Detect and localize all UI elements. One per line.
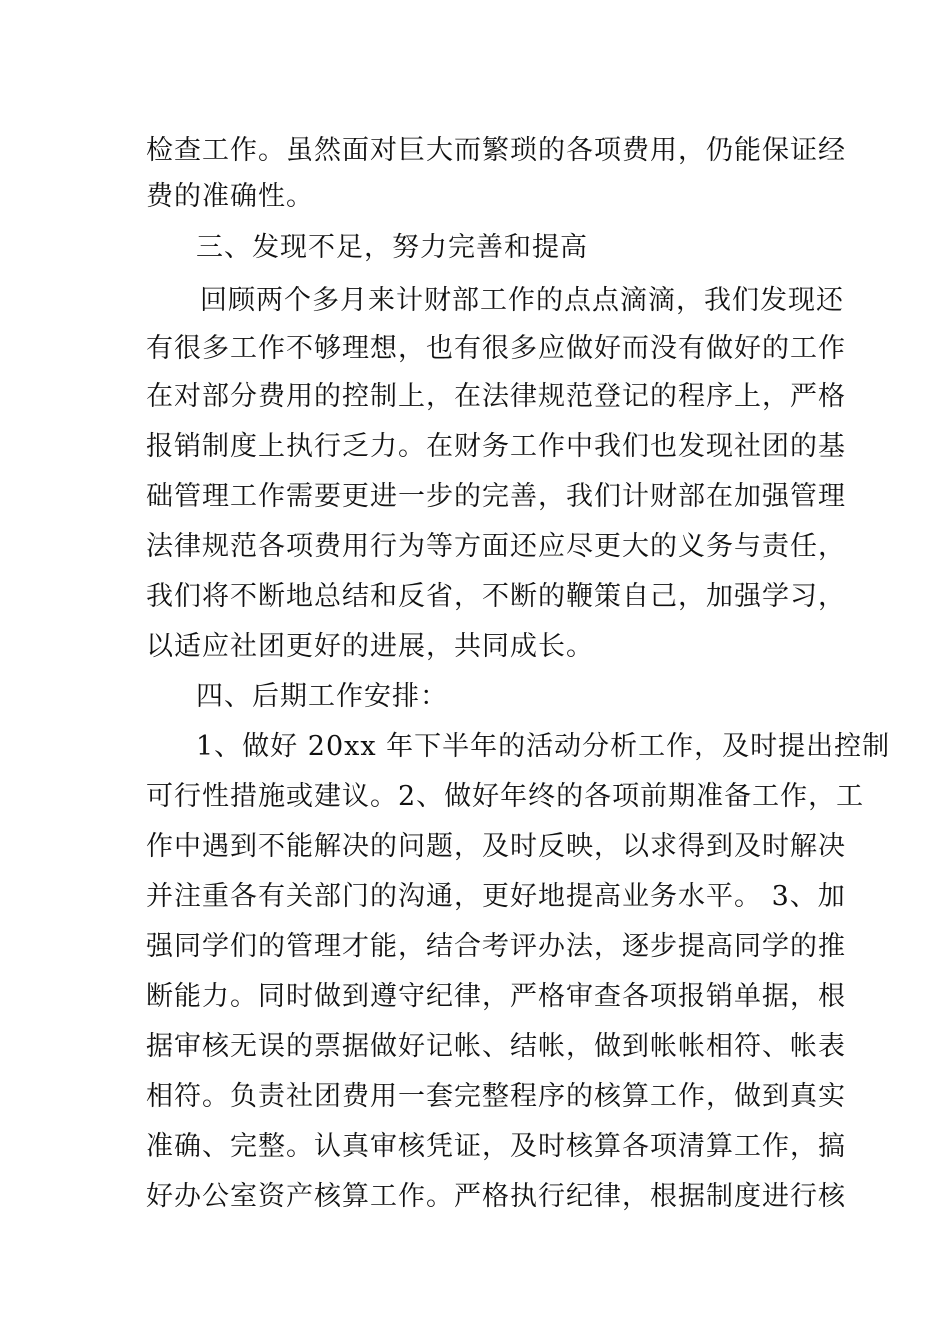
text-line: 回顾两个多月来计财部工作的点点滴滴，我们发现还 [200, 285, 844, 316]
text-line: 法律规范各项费用行为等方面还应尽更大的义务与责任， [146, 531, 846, 562]
text-line: 好办公室资产核算工作。严格执行纪律，根据制度进行核 [146, 1181, 846, 1212]
text-line: 础管理工作需要更进一步的完善，我们计财部在加强管理 [146, 481, 846, 512]
text-line: 以适应社团更好的进展，共同成长。 [146, 631, 594, 662]
text-line: 费的准确性。 [146, 181, 314, 212]
text-line: 检查工作。虽然面对巨大而繁琐的各项费用，仍能保证经 [146, 135, 846, 166]
section-heading: 三、发现不足，努力完善和提高 [196, 232, 588, 263]
text-line: 并注重各有关部门的沟通，更好地提高业务水平。 3、加 [146, 881, 846, 912]
text-line: 作中遇到不能解决的问题，及时反映，以求得到及时解决 [146, 831, 846, 862]
text-line: 据审核无误的票据做好记帐、结帐，做到帐帐相符、帐表 [146, 1031, 846, 1062]
text-line: 相符。负责社团费用一套完整程序的核算工作，做到真实 [146, 1081, 846, 1112]
text-line: 可行性措施或建议。2、做好年终的各项前期准备工作，工 [146, 781, 865, 812]
text-line: 在对部分费用的控制上，在法律规范登记的程序上，严格 [146, 381, 846, 412]
section-heading: 四、后期工作安排： [196, 681, 448, 712]
text-line: 1、做好 20xx 年下半年的活动分析工作，及时提出控制 [196, 731, 891, 762]
text-line: 强同学们的管理才能，结合考评办法，逐步提高同学的推 [146, 931, 846, 962]
text-line: 有很多工作不够理想，也有很多应做好而没有做好的工作 [146, 333, 846, 364]
text-line: 断能力。同时做到遵守纪律，严格审查各项报销单据，根 [146, 981, 846, 1012]
text-line: 报销制度上执行乏力。在财务工作中我们也发现社团的基 [146, 431, 846, 462]
text-line: 我们将不断地总结和反省，不断的鞭策自己，加强学习， [146, 581, 846, 612]
text-line: 准确、完整。认真审核凭证，及时核算各项清算工作，搞 [146, 1131, 846, 1162]
